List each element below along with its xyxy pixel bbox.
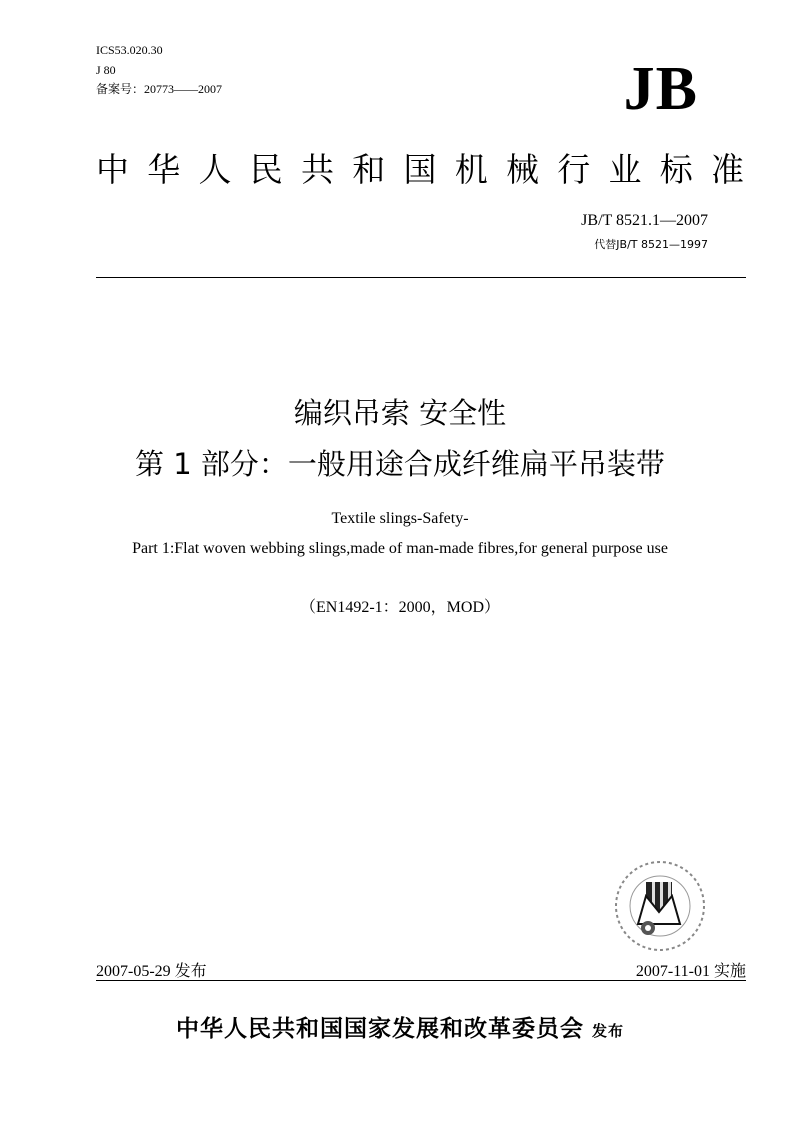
implementation-date: 2007-11-01 实施 — [635, 963, 746, 980]
replaces-standard: 代替JB/T 8521—1997 — [594, 238, 708, 251]
classification-code: J 80 — [96, 63, 116, 77]
issuer-suffix: 发布 — [591, 1022, 624, 1040]
ics-code: ICS53.020.30 — [96, 43, 163, 57]
issuer-name: 中华人民共和国国家发展和改革委员会 — [175, 1016, 584, 1042]
header-divider — [96, 277, 746, 278]
document-title-cn-line-2: 第 1 部分：一般用途合成纤维扁平吊装带 — [135, 447, 665, 481]
publisher-seal-icon — [612, 858, 708, 954]
record-number: 备案号：20773——2007 — [96, 82, 223, 96]
standard-number: JB/T 8521.1—2007 — [581, 212, 708, 229]
footer-divider — [96, 980, 746, 981]
document-title-cn-line-1: 编织吊索 安全性 — [293, 396, 507, 430]
standard-category-title: 中华人民共和国机械行业标准 — [96, 150, 746, 189]
document-title-en-line-2: Part 1:Flat woven webbing slings,made of man-made fibres,for general purpose use — [132, 540, 668, 557]
document-title-en-line-1: Textile slings-Safety- — [331, 510, 469, 527]
issue-date: 2007-05-29 发布 — [96, 963, 207, 980]
issuer-line — [0, 1010, 800, 1043]
jb-logo: JB — [623, 55, 698, 123]
adoption-note: （EN1492-1：2000，MOD） — [300, 599, 500, 616]
